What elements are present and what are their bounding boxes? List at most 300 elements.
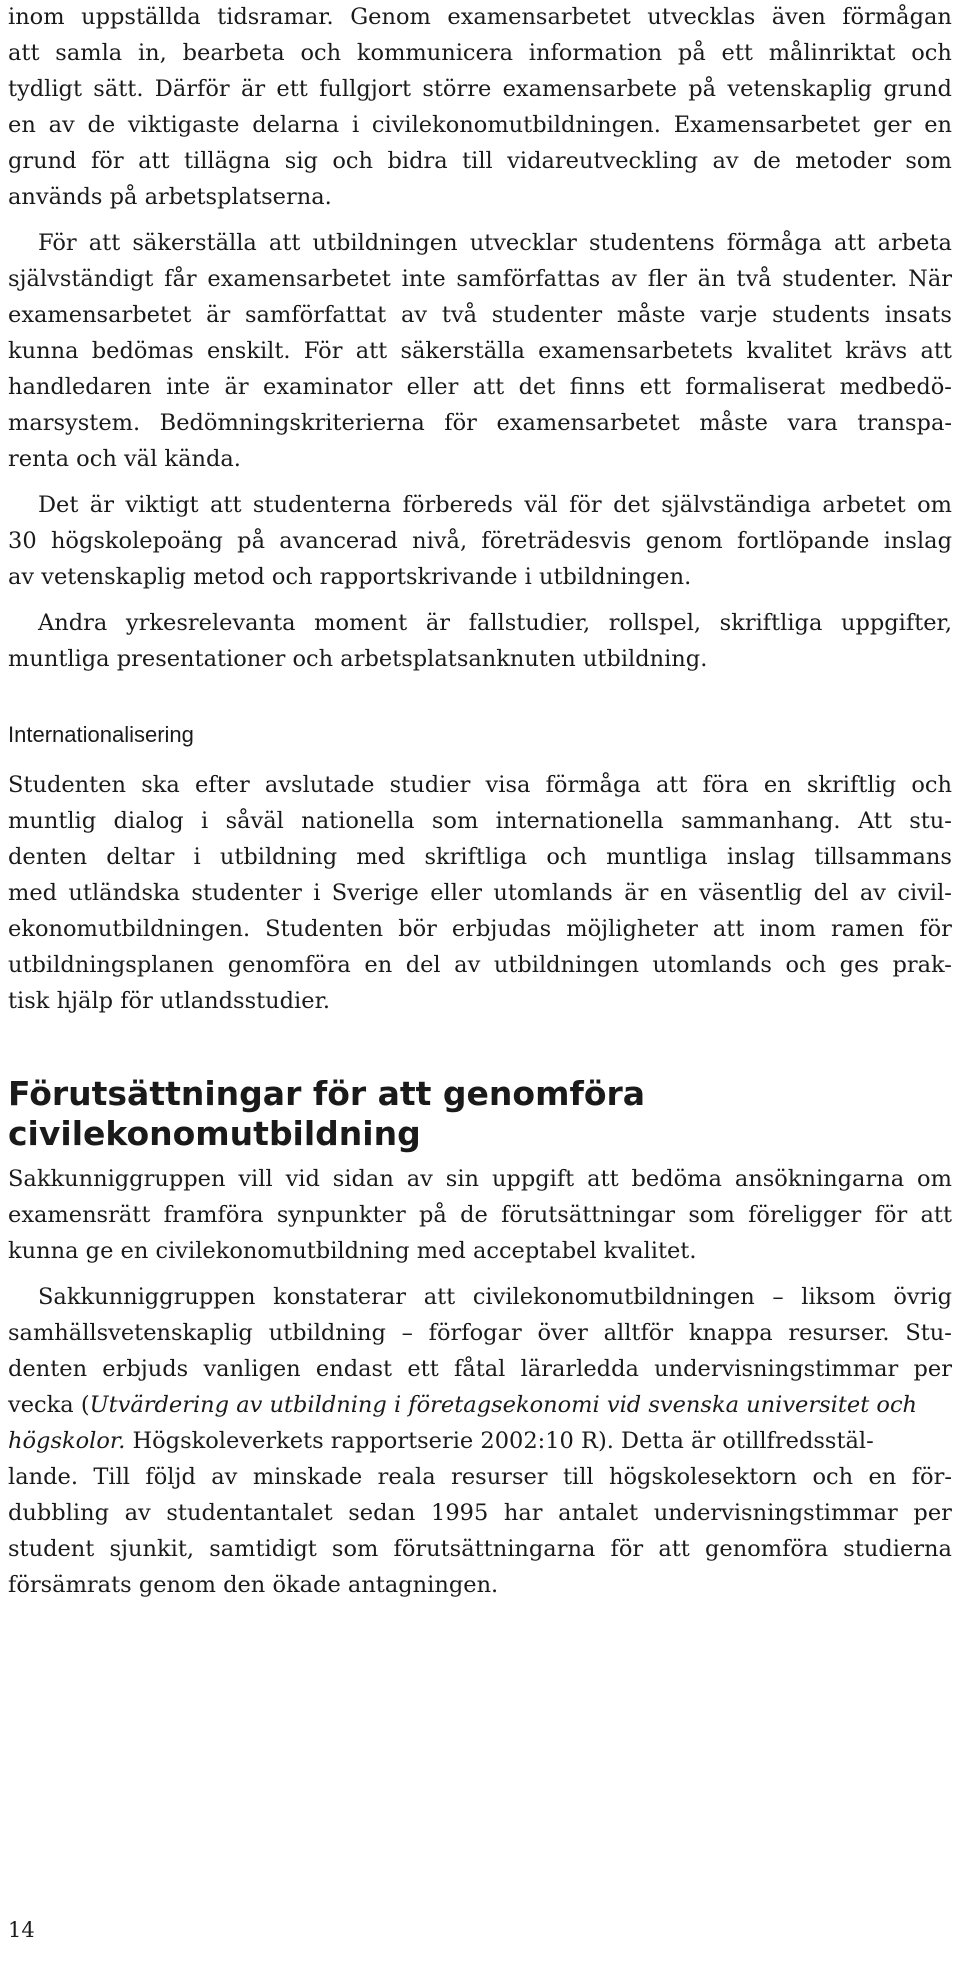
word: de <box>753 148 781 174</box>
text-line <box>38 228 952 258</box>
word: som <box>905 148 952 174</box>
word: information <box>528 40 663 66</box>
word: Sakkunniggruppen <box>38 1284 256 1310</box>
word: skriftliga <box>424 844 528 870</box>
citation-title: Utvärdering av utbildning i företagsekonomi vid svenska universitet och <box>89 1392 918 1418</box>
word: till <box>562 1464 594 1490</box>
word: tydligt <box>8 76 82 102</box>
word: viktigt <box>125 492 199 518</box>
word: högskolesektorn <box>609 1464 798 1490</box>
word: dialog <box>113 808 184 834</box>
word: över <box>537 1320 588 1346</box>
text-line <box>8 146 952 176</box>
text-line <box>8 2 952 32</box>
word: studenter <box>191 880 302 906</box>
word: att <box>472 374 505 400</box>
word: erbjudas <box>451 916 552 942</box>
word: att <box>655 772 688 798</box>
word: föreligger <box>748 1202 862 1228</box>
word: och <box>332 148 374 174</box>
word: på <box>419 1202 447 1228</box>
word: ansökningarna <box>734 1166 905 1192</box>
text-run: vecka ( <box>8 1392 90 1418</box>
word: utbildning <box>268 1320 386 1346</box>
word: förmågan <box>842 4 952 30</box>
text-line <box>8 264 952 294</box>
word: tillsammans <box>814 844 952 870</box>
word: ger <box>872 112 912 138</box>
word: för- <box>911 1464 952 1490</box>
word: marsystem. <box>8 410 141 436</box>
word: inte <box>401 266 446 292</box>
word: är <box>425 610 450 636</box>
word: för <box>90 148 124 174</box>
word: en <box>924 112 952 138</box>
word: prak- <box>892 952 952 978</box>
word: enskilt. <box>206 338 291 364</box>
word: utbildningsplanen <box>8 952 215 978</box>
text-line <box>8 1354 952 1384</box>
word: endast <box>315 1356 393 1382</box>
word: examensrätt <box>8 1202 151 1228</box>
word: samla <box>55 40 123 66</box>
word: När <box>908 266 952 292</box>
text-line <box>8 842 952 872</box>
word: utländska <box>68 880 181 906</box>
word: stu- <box>909 808 952 834</box>
word: konstaterar <box>273 1284 407 1310</box>
word: möjligheter <box>566 916 698 942</box>
text-line: av vetenskaplig metod och rapportskrivande i utbildningen. <box>8 564 692 590</box>
word: av <box>859 880 887 906</box>
word: att <box>833 230 866 256</box>
word: erbjuds <box>102 1356 189 1382</box>
word: är <box>240 76 266 102</box>
word: minskade <box>252 1464 363 1490</box>
word: insats <box>884 302 952 328</box>
word: som <box>431 808 479 834</box>
word: Studenten <box>265 916 384 942</box>
word: examensarbete <box>502 76 677 102</box>
word: självständiga <box>661 492 812 518</box>
word: Genom <box>350 4 431 30</box>
word: att <box>355 338 388 364</box>
word: samförfattat <box>245 302 387 328</box>
word: på <box>688 76 717 102</box>
text-line <box>8 300 952 330</box>
word: fler <box>647 266 687 292</box>
word: Studenten <box>8 772 127 798</box>
word: Det <box>38 492 79 518</box>
word: bearbeta <box>182 40 285 66</box>
word: såväl <box>225 808 284 834</box>
word: examensarbetets <box>538 338 734 364</box>
text-line <box>8 1426 952 1456</box>
text-line: försämrats genom den ökade antagningen. <box>8 1572 499 1598</box>
word: studier <box>389 772 471 798</box>
word: ramen <box>830 916 905 942</box>
word: det <box>613 492 650 518</box>
section-heading-forutsattningar: Förutsättningar för att genomföra <box>8 1074 646 1113</box>
word: att <box>712 916 745 942</box>
text-line <box>8 806 952 836</box>
word: del <box>405 952 441 978</box>
text-line <box>8 1390 952 1420</box>
word: som <box>688 1202 735 1228</box>
word: utomlands <box>652 952 772 978</box>
word: av <box>406 1166 433 1192</box>
word: grund <box>883 76 952 102</box>
word: student <box>8 1536 95 1562</box>
word: För <box>38 230 77 256</box>
word: vid <box>285 1166 320 1192</box>
word: samtidigt <box>209 1536 317 1562</box>
word: för <box>444 410 477 436</box>
word: och <box>911 40 952 66</box>
word: bedöma <box>631 1166 722 1192</box>
word: samhällsvetenskaplig <box>8 1320 253 1346</box>
word: eller <box>430 880 483 906</box>
text-line <box>38 490 952 520</box>
word: undervisningstimmar <box>654 1356 899 1382</box>
word: självständigt <box>8 266 154 292</box>
text-line: renta och väl kända. <box>8 446 241 472</box>
word: finns <box>569 374 626 400</box>
word: Att <box>857 808 892 834</box>
word: muntliga <box>606 844 708 870</box>
word: För <box>303 338 343 364</box>
word: ges <box>839 952 879 978</box>
word: är <box>89 492 114 518</box>
word: en <box>763 772 792 798</box>
word: förbereds <box>402 492 513 518</box>
word: två <box>441 302 477 328</box>
word: av <box>712 148 739 174</box>
text-line <box>8 878 952 908</box>
word: genomföra <box>705 1536 829 1562</box>
word: Examensarbetet <box>673 112 861 138</box>
word: och <box>785 952 827 978</box>
word: att <box>920 1202 952 1228</box>
word: inslag <box>726 844 796 870</box>
word: för <box>919 916 952 942</box>
word: på <box>237 528 265 554</box>
word: studenter. <box>782 266 898 292</box>
word: eller <box>406 374 459 400</box>
word: vanligen <box>203 1356 301 1382</box>
word: vara <box>787 410 838 436</box>
word: examensarbetet <box>447 4 631 30</box>
word: studentens <box>588 230 715 256</box>
word: för <box>874 1202 908 1228</box>
text-line <box>8 1462 952 1492</box>
word: Sakkunniggruppen <box>8 1166 226 1192</box>
word: en <box>868 1464 897 1490</box>
word: students <box>772 302 870 328</box>
word: skriftlig <box>806 772 897 798</box>
text-line <box>8 526 952 556</box>
word: ett <box>407 1356 439 1382</box>
word: tillägna <box>184 148 271 174</box>
word: formaliserat <box>685 374 826 400</box>
word: avslutade <box>264 772 375 798</box>
word: de <box>460 1202 488 1228</box>
word: följd <box>145 1464 196 1490</box>
word: denten <box>8 844 88 870</box>
word: examensarbetet <box>496 410 680 436</box>
word: förutsättningarna <box>393 1536 596 1562</box>
word: högskolepoäng <box>50 528 223 554</box>
word: är <box>224 374 249 400</box>
word: sig <box>284 148 318 174</box>
text-line <box>38 1282 952 1312</box>
word: att <box>920 338 952 364</box>
word: en <box>8 112 36 138</box>
word: att <box>658 1536 690 1562</box>
text-line: används på arbetsplatserna. <box>8 184 332 210</box>
word: studenterna <box>252 492 392 518</box>
word: Andra <box>38 610 108 636</box>
word: större <box>422 76 492 102</box>
word: av <box>610 266 638 292</box>
word: sedan <box>348 1500 416 1526</box>
word: på <box>677 40 706 66</box>
word: är <box>206 302 231 328</box>
text-line <box>8 1534 952 1564</box>
word: sätt. <box>93 76 144 102</box>
word: examensarbetet <box>207 266 391 292</box>
word: samförfattas <box>456 266 601 292</box>
word: att <box>138 148 170 174</box>
text-line <box>8 770 952 800</box>
word: resurser <box>451 1464 548 1490</box>
word: nivå, <box>412 528 468 554</box>
text-line <box>8 408 952 438</box>
word: för <box>610 1536 644 1562</box>
word: transpa- <box>857 410 952 436</box>
word: att <box>268 230 301 256</box>
word: utbildningen <box>312 230 458 256</box>
word: studierna <box>843 1536 952 1562</box>
word: i <box>201 808 209 834</box>
text-line <box>38 608 952 638</box>
word: rollspel, <box>608 610 702 636</box>
word: nationella <box>301 808 415 834</box>
word: en <box>659 880 688 906</box>
word: bidra <box>387 148 448 174</box>
word: undervisningstimmar <box>653 1500 898 1526</box>
word: 30 <box>8 528 37 554</box>
text-line <box>8 372 952 402</box>
word: i <box>313 880 321 906</box>
text-line: muntliga presentationer och arbetsplatsanknuten utbildning. <box>8 646 708 672</box>
word: knappa <box>688 1320 773 1346</box>
word: än <box>697 266 726 292</box>
word: att <box>423 1284 456 1310</box>
word: deltar <box>106 844 175 870</box>
word: av <box>211 1464 238 1490</box>
word: vidareutveckling <box>507 148 699 174</box>
word: vill <box>238 1166 273 1192</box>
word: ekonomutbildningen. <box>8 916 251 942</box>
word: metoder <box>795 148 891 174</box>
word: yrkesrelevanta <box>125 610 296 636</box>
word: Stu- <box>905 1320 952 1346</box>
word: studenter <box>491 302 603 328</box>
word: lande. <box>8 1464 78 1490</box>
word: att <box>587 1166 619 1192</box>
word: Sverige <box>331 880 419 906</box>
word: förmåga <box>545 772 641 798</box>
word: två <box>736 266 772 292</box>
word: examensarbetet <box>8 302 192 328</box>
word: är <box>624 880 649 906</box>
word: målinriktat <box>768 40 896 66</box>
word: moment <box>314 610 408 636</box>
word: Därför <box>154 76 230 102</box>
text-line <box>8 1164 952 1194</box>
word: av <box>400 302 428 328</box>
word: säkerställa <box>132 230 257 256</box>
word: och <box>911 772 952 798</box>
word: dubbling <box>8 1500 109 1526</box>
word: det <box>518 374 556 400</box>
text-line <box>8 74 952 104</box>
word: civilekonomutbildningen. <box>371 112 661 138</box>
word: utomlands <box>493 880 613 906</box>
word: 1995 <box>431 1500 489 1526</box>
word: förfogar <box>428 1320 522 1346</box>
word: visa <box>485 772 531 798</box>
word: inte <box>166 374 211 400</box>
word: denten <box>8 1356 88 1382</box>
word: väl <box>524 492 558 518</box>
word: fallstudier, <box>468 610 591 636</box>
word: studentantalet <box>166 1500 333 1526</box>
word: väsentlig <box>698 880 803 906</box>
word: medbedö- <box>839 374 952 400</box>
word: – <box>772 1284 784 1310</box>
word: att <box>88 230 121 256</box>
text-line <box>8 1200 952 1230</box>
word: sidan <box>332 1166 394 1192</box>
word: kvalitet <box>746 338 832 364</box>
word: bör <box>398 916 437 942</box>
text-line <box>8 336 952 366</box>
word: per <box>913 1500 952 1526</box>
text-line: tisk hjälp för utlandsstudier. <box>8 988 330 1014</box>
word: av <box>124 1500 151 1526</box>
word: genomföra <box>227 952 351 978</box>
word: övrig <box>893 1284 952 1310</box>
word: en <box>364 952 393 978</box>
word: avancerad <box>279 528 398 554</box>
word: att <box>209 492 242 518</box>
word: att <box>8 40 40 66</box>
word: sin <box>445 1166 480 1192</box>
word: grund <box>8 148 77 174</box>
word: liksom <box>801 1284 876 1310</box>
word: som <box>331 1536 379 1562</box>
word: sammanhang. <box>681 808 841 834</box>
word: civilekonomutbildningen <box>472 1284 755 1310</box>
word: säkerställa <box>400 338 525 364</box>
word: ska <box>141 772 180 798</box>
section-heading-internationalisering: Internationalisering <box>8 722 194 747</box>
text-line <box>8 914 952 944</box>
word: de <box>87 112 116 138</box>
word: av <box>454 952 481 978</box>
word: handledaren <box>8 374 152 400</box>
word: ett <box>276 76 308 102</box>
word: arbetet <box>822 492 906 518</box>
text-run: Högskoleverkets rapportserie 2002:10 R). Detta är otillfredsstäl- <box>125 1428 874 1454</box>
word: genom <box>645 528 723 554</box>
word: med <box>8 880 58 906</box>
word: inslag <box>883 528 952 554</box>
word: företrädesvis <box>481 528 632 554</box>
word: inom <box>759 916 816 942</box>
word: till <box>462 148 493 174</box>
word: med <box>356 844 406 870</box>
word: vetenskaplig <box>727 76 873 102</box>
word: och <box>300 40 342 66</box>
text-line <box>8 1498 952 1528</box>
word: i <box>351 112 360 138</box>
word: förutsättningar <box>501 1202 676 1228</box>
word: resurser. <box>788 1320 890 1346</box>
text-line <box>8 1318 952 1348</box>
word: måste <box>616 302 686 328</box>
word: skriftliga <box>719 610 823 636</box>
word: föra <box>702 772 749 798</box>
word: i <box>193 844 201 870</box>
text-line: kunna ge en civilekonomutbildning med acceptabel kvalitet. <box>8 1238 697 1264</box>
word: sjunkit, <box>109 1536 195 1562</box>
word: del <box>813 880 849 906</box>
text-line <box>8 38 952 68</box>
word: reala <box>377 1464 436 1490</box>
word: har <box>503 1500 543 1526</box>
word: synpunkter <box>276 1202 406 1228</box>
word: internationella <box>495 808 664 834</box>
word: inom <box>8 4 65 30</box>
word: civil- <box>897 880 952 906</box>
word: även <box>771 4 826 30</box>
word: och <box>546 844 587 870</box>
word: om <box>917 1166 952 1192</box>
word: krävs <box>845 338 908 364</box>
word: måste <box>699 410 768 436</box>
text-line <box>8 110 952 140</box>
word: uppgifter, <box>840 610 952 636</box>
word: in, <box>137 40 167 66</box>
text-line <box>8 950 952 980</box>
word: utvecklar <box>469 230 577 256</box>
word: antalet <box>558 1500 639 1526</box>
word: kunna <box>8 338 79 364</box>
word: utbildning <box>219 844 338 870</box>
word: utbildningen <box>493 952 639 978</box>
word: per <box>913 1356 952 1382</box>
word: om <box>917 492 952 518</box>
word: alltför <box>603 1320 674 1346</box>
word: Bedömningskriterierna <box>159 410 425 436</box>
word: får <box>164 266 197 292</box>
word: för <box>569 492 602 518</box>
word: uppställda <box>81 4 201 30</box>
word: delarna <box>252 112 340 138</box>
